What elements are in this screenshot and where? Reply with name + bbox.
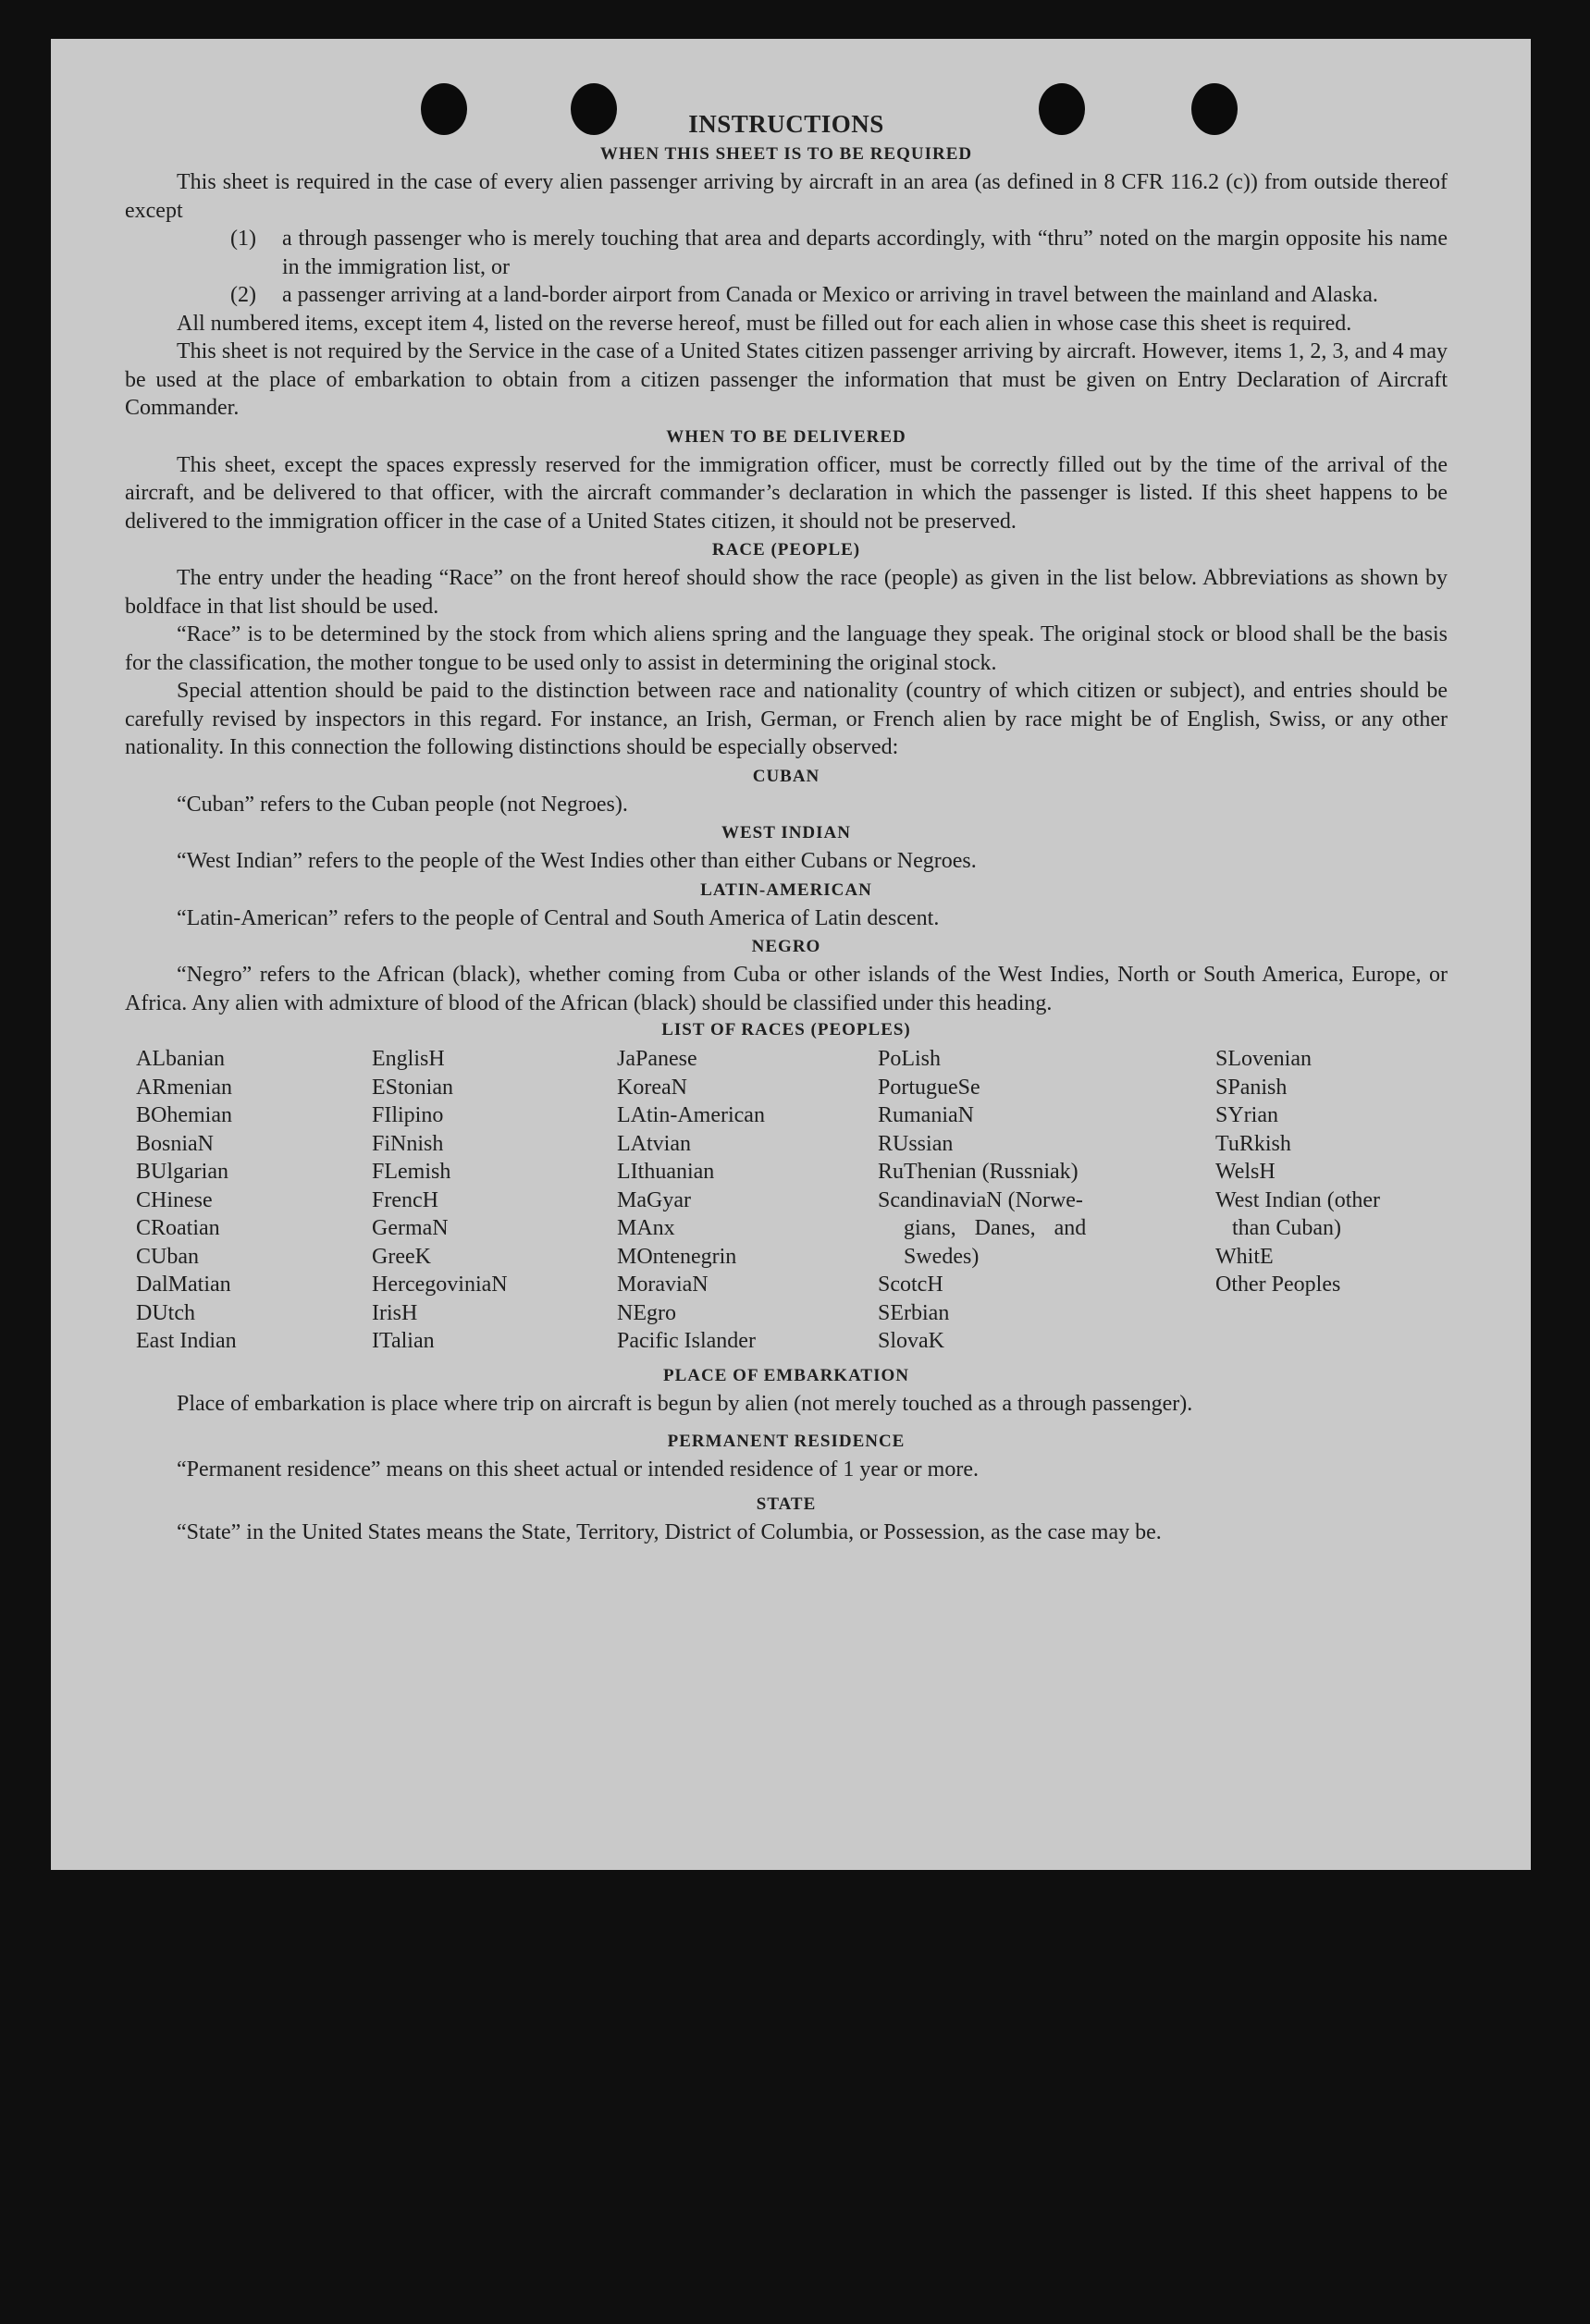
race-entry: CRoatian [136,1216,220,1240]
race-entry: RUssian [878,1131,954,1156]
paragraph: This sheet is required in the case of every alien passenger arriving by aircraft in an area (as defined in 8 CFR 116.2 (c)) from outside thereof except [125,170,1448,223]
race-entry: RumaniaN [878,1103,974,1127]
item-number: (2) [230,283,256,307]
race-entry: GermaN [372,1216,449,1240]
race-entry: ScotcH [878,1273,943,1297]
section-heading: WHEN TO BE DELIVERED [666,426,906,447]
race-entry: NEgro [617,1300,676,1325]
race-entry: MOntenegrin [617,1244,737,1269]
race-entry: PortugueSe [878,1075,980,1100]
paragraph: “Negro” refers to the African (black), whether coming from Cuba or other islands of the West Indies, North or South America, Europe, or Africa. Any alien with admixture of blood of the African (black) should be classified under this heading. [125,963,1448,1015]
race-entry: LAtvian [617,1131,691,1156]
section-heading: LATIN-AMERICAN [700,879,872,900]
race-entry: FrencH [372,1187,438,1212]
races-column [878,1045,1215,1356]
paragraph: This sheet is not required by the Service in the case of a United States citizen passenger arriving by aircraft. However, items 1, 2, 3, and 4 may be used at the place of embarkation to obtain from a citizen passenger the information that must be given on Entry Declaration of Aircraft Commander. [125,339,1448,420]
list-item [230,225,1448,281]
race-entry: CHinese [136,1187,213,1212]
race-entry: SPanish [1215,1075,1288,1100]
race-entry: DalMatian [136,1273,231,1297]
paragraph: Place of embarkation is place where trip on aircraft is begun by alien (not merely touched as a through passenger). [177,1391,1193,1416]
race-entry-continued: Swedes) [904,1244,980,1269]
race-entry: DUtch [136,1300,195,1325]
race-entry: SLovenian [1215,1047,1312,1071]
race-entry: BUlgarian [136,1160,228,1184]
list-item [230,281,1448,310]
paragraph: “West Indian” refers to the people of the West Indies other than either Cubans or Negroes. [177,849,977,873]
race-entry: JaPanese [617,1047,697,1071]
race-entry: ALbanian [136,1047,225,1071]
item-text: a passenger arriving at a land-border airport from Canada or Mexico or arriving in travel between the mainland and Alaska. [282,283,1378,307]
section-heading: CUBAN [752,766,820,786]
paragraph: “Race” is to be determined by the stock from which aliens spring and the language they speak. The original stock or blood shall be the basis for the classification, the mother tongue to be used only to assist in determining the original stock. [125,622,1448,675]
race-entry: WelsH [1215,1160,1276,1184]
race-entry: East Indian [136,1329,237,1353]
race-entry: LIthuanian [617,1160,715,1184]
races-column [617,1045,878,1356]
race-entry: Pacific Islander [617,1329,756,1353]
race-entry: FIlipino [372,1103,444,1127]
paragraph: The entry under the heading “Race” on the front hereof should show the race (people) as given in the list below. Abbreviations as shown by boldface in that list should be used. [125,566,1448,619]
paragraph: “Latin-American” refers to the people of Central and South America of Latin descent. [177,905,940,930]
instructions-content [125,109,1448,1546]
race-entry: KoreaN [617,1075,687,1100]
section-heading: RACE (PEOPLE) [711,540,861,559]
race-entry: FiNnish [372,1131,444,1156]
race-entry: GreeK [372,1244,431,1269]
page-title: INSTRUCTIONS [688,110,884,138]
race-entry: HercegoviniaN [372,1273,508,1297]
race-entry: LAtin-American [617,1103,765,1127]
paragraph: “Permanent residence” means on this sheet actual or intended residence of 1 year or more. [177,1457,979,1482]
race-entry: MaGyar [617,1187,691,1212]
race-entry: TuRkish [1215,1131,1291,1156]
section-heading: STATE [756,1494,817,1514]
race-entry: RuThenian (Russniak) [878,1160,1078,1184]
race-entry: EnglisH [372,1047,445,1071]
race-entry: CUban [136,1244,199,1269]
section-heading: NEGRO [751,937,821,956]
race-entry: SYrian [1215,1103,1278,1127]
race-entry: ScandinaviaN (Norwe- [878,1187,1083,1212]
item-number: (1) [230,227,256,251]
section-heading: PLACE OF EMBARKATION [663,1365,909,1385]
race-entry: FLemish [372,1160,451,1184]
race-entry: IrisH [372,1300,418,1325]
section-heading: PERMANENT RESIDENCE [667,1432,906,1451]
race-entry: ITalian [372,1329,435,1353]
race-entry: ARmenian [136,1075,232,1100]
paragraph: This sheet, except the spaces expressly reserved for the immigration officer, must be correctly filled out by the time of the arrival of the aircraft, and be delivered to that officer, with the aircraft commander’s declaration in which the passenger is listed. If this sheet happens to be delivered to the immigration officer in the case of a United States citizen, it should not be preserved. [125,452,1448,534]
race-entry: BOhemian [136,1103,232,1127]
race-entry: WhitE [1215,1244,1274,1269]
section-heading: WHEN THIS SHEET IS TO BE REQUIRED [599,144,973,164]
section-heading: WEST INDIAN [721,823,851,842]
section-heading: LIST OF RACES (PEOPLES) [661,1020,911,1039]
item-text: a through passenger who is merely touching that area and departs accordingly, with “thru” noted on the margin opposite his name in the immigration list, or [282,227,1448,279]
races-column [1215,1045,1459,1356]
race-entry: SlovaK [878,1329,944,1353]
paragraph: “State” in the United States means the State, Territory, District of Columbia, or Possession, as the case may be. [177,1519,1162,1544]
race-entry: Other Peoples [1215,1273,1341,1297]
race-entry-continued: than Cuban) [1232,1216,1341,1240]
race-entry: BosniaN [136,1131,214,1156]
paragraph: “Cuban” refers to the Cuban people (not Negroes). [177,792,628,817]
race-entry: MoraviaN [617,1273,709,1297]
race-entry-continued: gians, Danes, and [904,1216,1087,1240]
paragraph: All numbered items, except item 4, listed on the reverse hereof, must be filled out for each alien in whose case this sheet is required. [177,311,1352,336]
races-column [372,1045,617,1356]
race-entry: West Indian (other [1215,1187,1381,1212]
races-table [136,1045,1448,1356]
race-entry: EStonian [372,1075,453,1100]
race-entry: PoLish [878,1047,942,1071]
paragraph: Special attention should be paid to the distinction between race and nationality (country of which citizen or subject), and entries should be carefully revised by inspectors in this regard. For instance, an Irish, German, or French alien by race might be of English, Swiss, or any other nationality. In this connection the following distinctions should be especially observed: [125,679,1448,759]
race-entry: MAnx [617,1216,675,1240]
races-column [136,1045,372,1356]
race-entry: SErbian [878,1300,950,1325]
document-sheet [51,39,1531,1870]
